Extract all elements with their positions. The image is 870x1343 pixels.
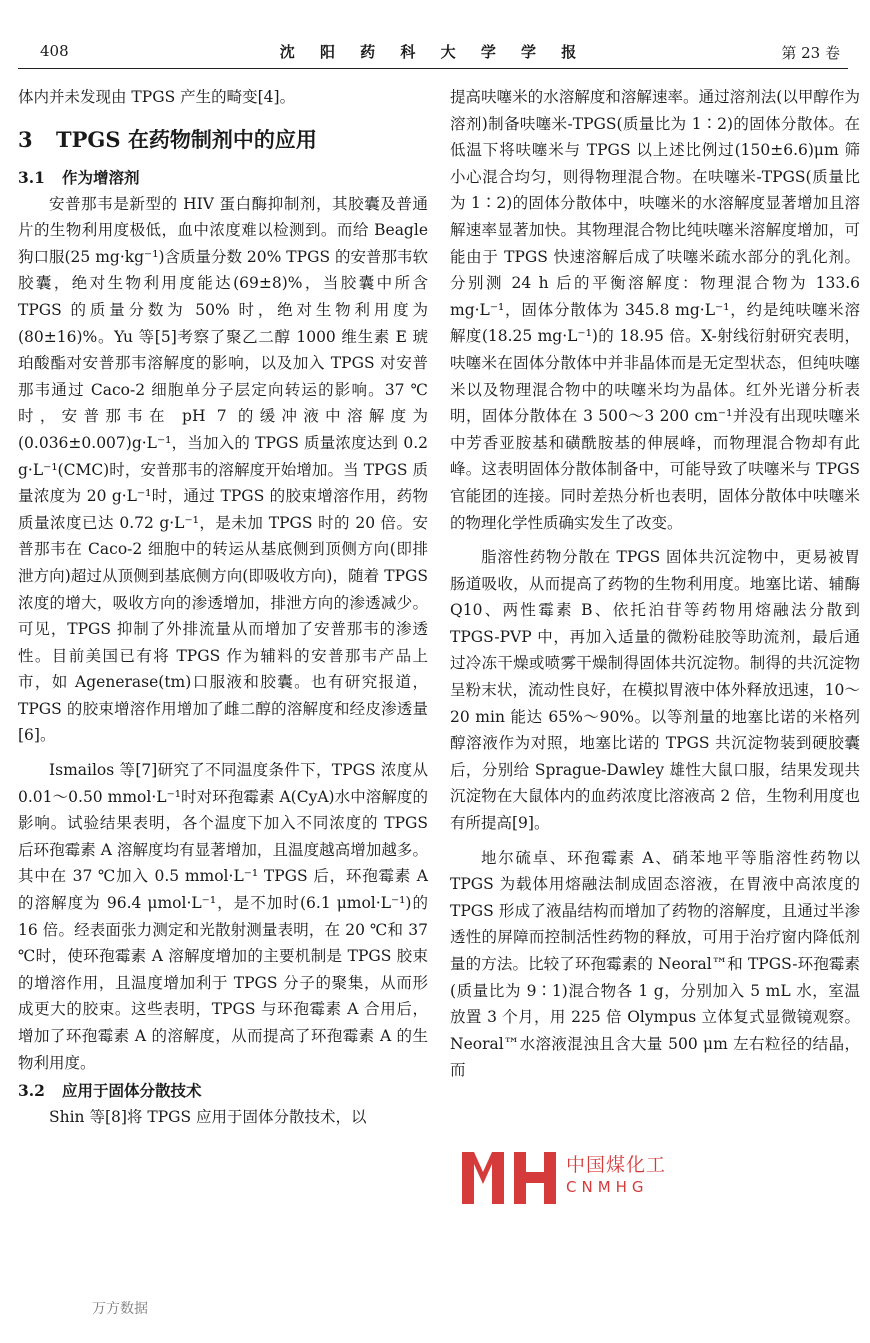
watermark-cn-text: 中国煤化工 [566,1154,667,1176]
paragraph-furosemide: 提高呋噻米的水溶解度和溶解速率。通过溶剂法(以甲醇作为溶剂)制备呋噻米-TPGS(质量比为 1∶2)的固体分散体。在低温下将呋噻米与 TPGS 以上述比例过(150±6.6)μm 筛小心混合均匀，则得物理混合物。在呋噻米-TPGS(质量比为 1∶2)的固体分散体中，呋噻米的水溶解度显著增加且溶解速率显著加快。其物理混合物比纯呋噻米溶解度增加，可能由于 TPGS 快速溶解后成了呋噻米疏水部分的乳化剂。分别测 24 h 后的平衡溶解度：物理混合物为 133.6 mg·L⁻¹，固体分散体为 345.8 mg·L⁻¹，约是纯呋噻米溶解度(18.25 mg·L⁻¹)的 18.95 倍。X-射线衍射研究表明，呋噻米在固体分散体中并非晶体而是无定型状态，但纯呋噻米以及物理混合物中的呋噻米均为晶体。红外光谱分析表明，固体分散体在 3 500～3 200 cm⁻¹并没有出现呋噻米中芳香亚胺基和磺酰胺基的伸展峰，而物理混合物却有此峰。这表明固体分散体制备中，可能导致了呋噻米与 TPGS 官能团的连接。同时差热分析也表明，固体分散体中呋噻米的物理化学性质确实发生了改变。 [450,88,860,532]
paragraph-solid-dispersion-start: Shin 等[8]将 TPGS 应用于固体分散技术，以 [49,1108,367,1127]
subsection-heading-3-1 [18,165,428,191]
page-header [18,38,848,69]
section-heading-3 [18,125,428,155]
subsection-heading-3-2 [18,1078,428,1104]
cnmhg-logo-icon [462,1152,558,1204]
volume-label: 第 23 卷 [781,44,840,62]
section-number: 3 [18,126,33,152]
section-title: TPGS 在药物制剂中的应用 [56,126,317,152]
watermark-en-text: CNMHG [566,1178,649,1196]
subsection-number: 3.1 [18,167,45,187]
paragraph-solid-solution: 地尔硫卓、环孢霉素 A、硝苯地平等脂溶性药物以 TPGS 为载体用熔融法制成固态溶液，在胃液中高浓度的 TPGS 形成了液晶结构而增加了药物的溶解度，且通过半渗透性的屏障而控制活性药物的释放，可用于治疗窗内降低剂量的方法。比较了环孢霉素的 Neoral™和 TPGS-环孢霉素(质量比为 9∶1)混合物各 1 g，分别加入 5 mL 水，室温放置 3 个月，用 225 倍 Olympus 立体复式显微镜观察。Neoral™水溶液混浊且含大量 500 μm 左右粒径的结晶，而 [450,848,860,1080]
paragraph-amprenavir: 安普那韦是新型的 HIV 蛋白酶抑制剂，其胶囊及普通片的生物利用度极低，血中浓度难以检测到。而给 Beagle 狗口服(25 mg·kg⁻¹)含质量分数 20% TPGS 的安普那韦软胶囊，绝对生物利用度能达(69±8)%，当胶囊中所含 TPGS 的质量分数为 50% 时，绝对生物利用度为(80±16)%。Yu 等[5]考察了聚乙二醇 1000 维生素 E 琥珀酸酯对安普那韦溶解度的影响，以及加入 TPGS 对安普那韦通过 Caco-2 细胞单分子层定向转运的影响。37 ℃时，安普那韦在 pH 7 的缓冲液中溶解度为(0.036±0.007)g·L⁻¹，当加入的 TPGS 质量浓度达到 0.2 g·L⁻¹(CMC)时，安普那韦的溶解度开始增加。当 TPGS 质量浓度为 20 g·L⁻¹时，通过 TPGS 的胶束增溶作用，药物质量浓度已达 0.72 g·L⁻¹，是未加 TPGS 时的 20 倍。安普那韦在 Caco-2 细胞中的转运从基底侧到顶侧方向(即排泄方向)超过从顶侧到基底侧方向(即吸收方向)，随着 TPGS 浓度的增大，吸收方向的渗透增加，排泄方向的渗透减少。可见，TPGS 抑制了外排流量从而增加了安普那韦的渗透性。目前美国已有将 TPGS 作为辅料的安普那韦产品上市，如 Agenerase(tm)口服液和胶囊。也有研究报道，TPGS 的胶束增溶作用增加了雌二醇的溶解度和经皮渗透量[6]。 [18,194,429,745]
journal-title: 沈 阳 药 科 大 学 学 报 [279,43,587,61]
subsection-title: 应用于固体分散技术 [62,1081,202,1101]
paragraph-coprecipitate: 脂溶性药物分散在 TPGS 固体共沉淀物中，更易被胃肠道吸收，从而提高了药物的生物利用度。地塞比诺、辅酶 Q10、两性霉素 B、依托泊苷等药物用熔融法分散到 TPGS-PVP 中，再加入适量的微粉硅胶等助流剂，最后通过冷冻干燥或喷雾干燥制得固体共沉淀物。制得的共沉淀物呈粉末状，流动性良好，在模拟胃液中体外释放迅速，10～20 min 能达 65%～90%。以等剂量的地塞比诺的米格列醇溶液作为对照，地塞比诺的 TPGS 共沉淀物装到硬胶囊后，分别给 Sprague-Dawley 雄性大鼠口服，结果发现共沉淀物在大鼠体内的血药浓度比溶液高 2 倍，生物利用度也有所提高[9]。 [450,548,860,833]
subsection-number: 3.2 [18,1081,45,1101]
right-column [450,84,860,1084]
left-column [18,84,428,1131]
subsection-title: 作为增溶剂 [62,167,140,187]
paragraph-gap [18,749,428,757]
paragraph-gap [450,837,860,845]
page-number: 408 [40,42,69,60]
watermark-logo [462,1148,692,1208]
paragraph-gap [450,536,860,544]
paragraph-cyclosporine: Ismailos 等[7]研究了不同温度条件下，TPGS 浓度从 0.01～0.50 mmol·L⁻¹时对环孢霉素 A(CyA)水中溶解度的影响。试验结果表明，各个温度下加入不同浓度的 TPGS 后环孢霉素 A 溶解度均有显著增加，且温度越高增加越多。其中在 37 ℃加入 0.5 mmol·L⁻¹ TPGS 后，环孢霉素 A 的溶解度为 96.4 μmol·L⁻¹，是不加时(6.1 μmol·L⁻¹)的 16 倍。经表面张力测定和光散射测量表明，在 20 ℃和 37 ℃时，使环孢霉素 A 溶解度增加的主要机制是 TPGS 胶束的增溶作用，且温度增加利于 TPGS 分子的聚集，从而形成更大的胶束。这些表明，TPGS 与环孢霉素 A 合用后，增加了环孢霉素 A 的溶解度，从而提高了环孢霉素 A 的生物利用度。 [18,761,428,1072]
paragraph-end-previous: 体内并未发现由 TPGS 产生的畸变[4]。 [18,88,296,106]
watermark-bottom: 万方数据 [92,1301,148,1317]
